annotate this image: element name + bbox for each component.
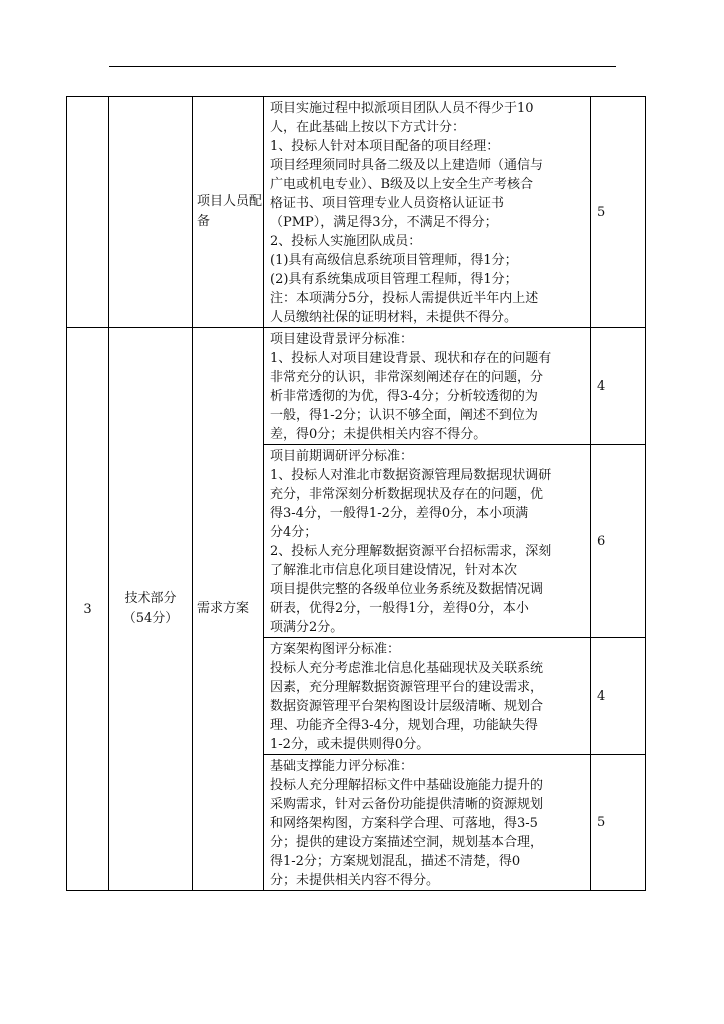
- criteria-text: [264, 97, 590, 327]
- table-row-sub-background: [67, 328, 646, 445]
- criteria-line: 1、投标人对项目建设背景、现状和存在的问题有: [270, 351, 552, 366]
- criteria-line: 投标人充分理解招标文件中基础设施能力提升的: [270, 778, 544, 793]
- criteria-line: 和网络架构图，方案科学合理、可落地，得3-5: [270, 816, 538, 831]
- criteria-cell: [264, 638, 591, 755]
- item-cell: [193, 328, 264, 891]
- criteria-line: (2)具有系统集成项目管理工程师，得1分；: [270, 272, 518, 287]
- criteria-line: 人员缴纳社保的证明材料，未提供不得分。: [270, 310, 518, 325]
- category-cell: [109, 328, 193, 891]
- criteria-text: [264, 755, 590, 890]
- criteria-cell: [264, 328, 591, 445]
- criteria-cell: [264, 97, 591, 328]
- criteria-line: 分；未提供相关内容不得分。: [270, 873, 440, 888]
- criteria-line: 广电或机电专业）、B级及以上安全生产考核合: [270, 177, 534, 192]
- criteria-line: 1-2分，或未提供则得0分。: [270, 737, 430, 752]
- criteria-line: 分；提供的建设方案描述空洞，规划基本合理，: [270, 835, 544, 850]
- points-cell: 5: [591, 755, 646, 891]
- criteria-text: [264, 445, 590, 637]
- criteria-line: 注：本项满分5分，投标人需提供近半年内上述: [270, 291, 539, 306]
- criteria-line: 一般，得1-2分；认识不够全面，阐述不到位为: [270, 408, 538, 423]
- criteria-text: [264, 638, 590, 754]
- criteria-line: 得3-4分，一般得1-2分，差得0分，本小项满: [270, 506, 529, 521]
- criteria-line: 差，得0分；未提供相关内容不得分。: [270, 427, 487, 442]
- category-label: 技术部分: [124, 591, 177, 606]
- criteria-line: 项目前期调研评分标准：: [270, 449, 414, 464]
- criteria-line: 方案架构图评分标准：: [270, 642, 401, 657]
- criteria-line: 2、投标人充分理解数据资源平台招标需求，深刻: [270, 544, 552, 559]
- category-score: （54分）: [122, 611, 179, 626]
- item-label: 项目人员配备: [197, 194, 263, 229]
- criteria-line: 1、投标人对淮北市数据资源管理局数据现状调研: [270, 468, 552, 483]
- criteria-line: 格证书、项目管理专业人员资格认证证书: [270, 196, 505, 211]
- criteria-line: 人，在此基础上按以下方式计分：: [270, 120, 466, 135]
- points-cell: 4: [591, 638, 646, 755]
- criteria-cell: [264, 755, 591, 891]
- row-number-cell: 3: [67, 328, 109, 891]
- item-label: 需求方案: [197, 601, 250, 616]
- table-row-staffing: [67, 97, 646, 328]
- category-cell: [109, 97, 193, 328]
- criteria-line: 数据资源管理平台架构图设计层级清晰、规划合: [270, 699, 544, 714]
- criteria-line: 了解淮北市信息化项目建设情况，针对本次: [270, 563, 518, 578]
- criteria-line: 投标人充分考虑淮北信息化基础现状及关联系统: [270, 661, 544, 676]
- header-rule: [109, 66, 616, 67]
- criteria-line: 因素，充分理解数据资源管理平台的建设需求，: [270, 680, 544, 695]
- criteria-line: 基础支撑能力评分标准：: [270, 759, 414, 774]
- criteria-line: 2、投标人实施团队成员：: [270, 234, 422, 249]
- criteria-text: [264, 328, 590, 444]
- criteria-line: 1、投标人针对本项目配备的项目经理：: [270, 139, 500, 154]
- criteria-line: 项目提供完整的各级单位业务系统及数据情况调: [270, 582, 544, 597]
- criteria-line: 充分，非常深刻分析数据现状及存在的问题，优: [270, 487, 544, 502]
- points-cell: 6: [591, 445, 646, 638]
- criteria-line: （PMP），满足得3分，不满足不得分；: [270, 215, 498, 230]
- points-cell: 5: [591, 97, 646, 328]
- criteria-line: 项目建设背景评分标准：: [270, 332, 414, 347]
- item-cell: [193, 97, 264, 328]
- criteria-line: 项满分2分。: [270, 620, 344, 635]
- criteria-line: 非常充分的认识，非常深刻阐述存在的问题，分: [270, 370, 544, 385]
- criteria-line: 得1-2分；方案规划混乱，描述不清楚，得0: [270, 854, 521, 869]
- criteria-line: 采购需求，针对云备份功能提供清晰的资源规划: [270, 797, 544, 812]
- criteria-line: 项目实施过程中拟派项目团队人员不得少于10: [270, 101, 534, 116]
- criteria-line: 分4分；: [270, 525, 318, 540]
- criteria-line: (1)具有高级信息系统项目管理师，得1分；: [270, 253, 518, 268]
- criteria-line: 析非常透彻的为优，得3-4分；分析较透彻的为: [270, 389, 538, 404]
- criteria-line: 研表，优得2分，一般得1分，差得0分，本小: [270, 601, 529, 616]
- criteria-line: 项目经理须同时具备二级及以上建造师（通信与: [270, 158, 544, 173]
- criteria-line: 理、功能齐全得3-4分，规划合理，功能缺失得: [270, 718, 538, 733]
- row-number-cell: [67, 97, 109, 328]
- scoring-table: [66, 96, 646, 891]
- points-cell: 4: [591, 328, 646, 445]
- criteria-cell: [264, 445, 591, 638]
